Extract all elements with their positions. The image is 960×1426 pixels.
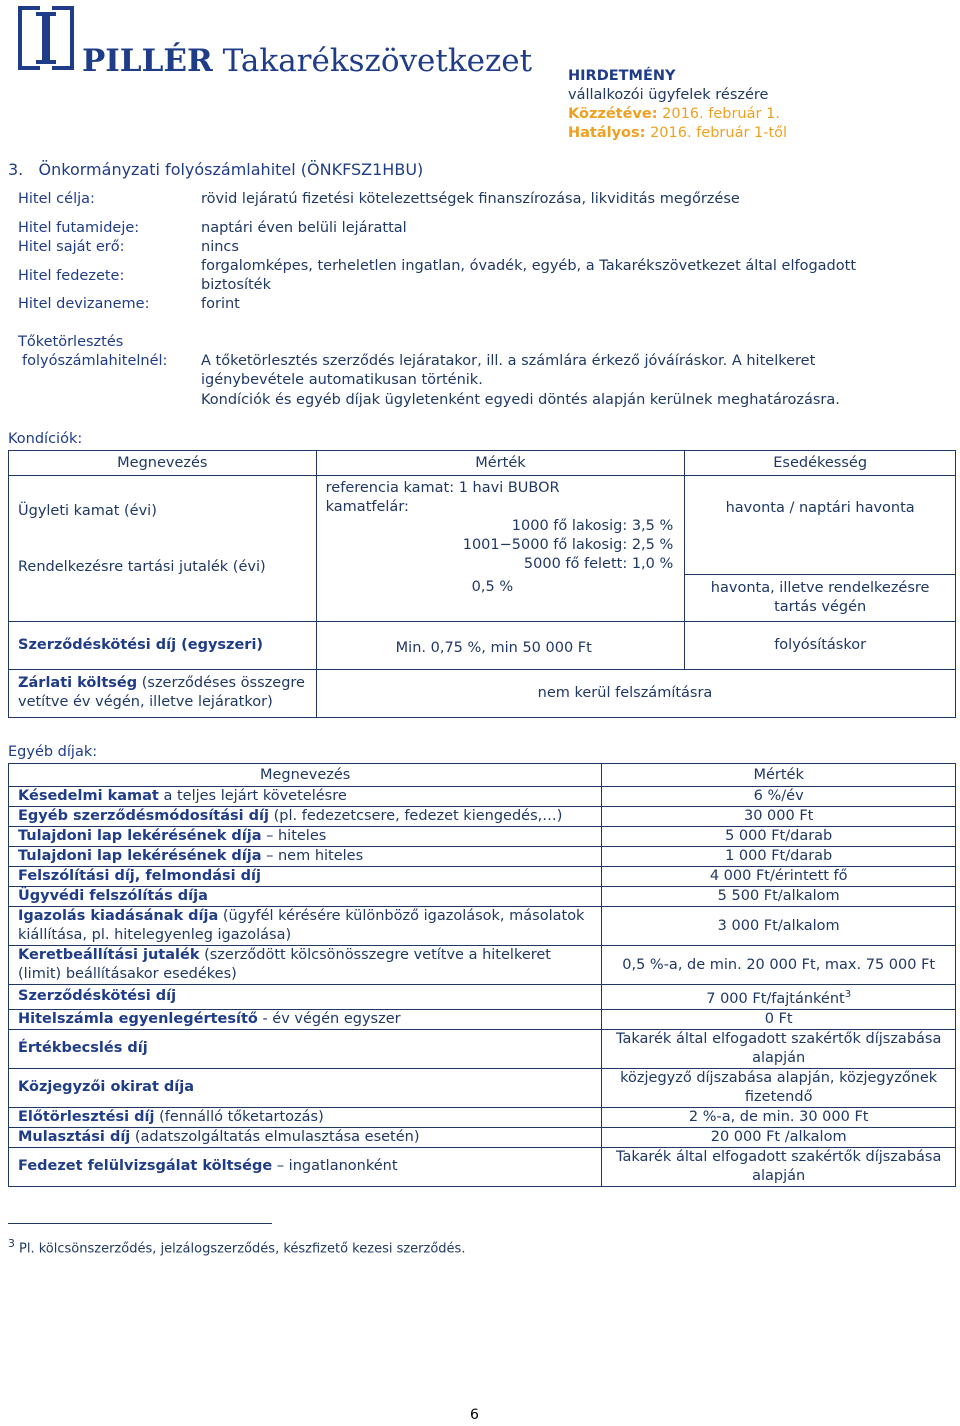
fee-name [9,985,602,1010]
fee-row [9,907,956,946]
fee-value [602,847,956,867]
fee-name-rest: a teljes lejárt követelésre [158,788,347,804]
fees-body [9,787,956,1187]
published-label: Közzétéve: [568,106,658,122]
fee-row [9,1029,956,1068]
closing-cost-measure: nem kerül felszámításra [316,669,955,717]
published-date: 2016. február 1. [662,106,780,122]
fee-name [9,847,602,867]
fee-value-text: Takarék által elfogadott szakértők díjszabása alapján [616,1030,942,1066]
col-name-header: Megnevezés [9,451,317,476]
fee-name-bold: Hitelszámla egyenlegértesítő [18,1010,258,1027]
fee-name [9,807,602,827]
fee-name-bold: Egyéb szerződésmódosítási díj [18,808,269,824]
fee-name-bold: Értékbecslés díj [18,1040,148,1057]
col-due-header: Esedékesség [685,451,956,476]
closing-cost-name [9,669,317,717]
fee-name [9,907,602,946]
col-measure-header: Mérték [316,451,685,476]
commit-name: Rendelkezésre tartási jutalék (évi) [18,559,266,575]
fee-value [602,985,956,1010]
currency-label: Hitel devizaneme: [18,296,150,312]
fees-header-row [9,764,956,787]
fee-row [9,1147,956,1186]
fee-value-text: 1 000 Ft/darab [725,848,833,864]
contract-fee-name: Szerződéskötési díj (egyszeri) [9,621,317,669]
fee-row [9,887,956,907]
interest-due: havonta / naptári havonta [685,476,956,575]
fee-value [602,946,956,985]
fee-value-text: 20 000 Ft /alkalom [710,1128,847,1145]
fee-value-text: 6 %/év [753,788,804,804]
fee-value-text: 5 000 Ft/darab [725,828,833,844]
fee-value-text: 0 Ft [764,1010,793,1027]
fee-row [9,1009,956,1029]
interest-margin-3: 5000 fő felett: 1,0 % [523,556,674,572]
fee-value [602,1107,956,1127]
repayment-label-line1: Tőketörlesztés [18,334,124,350]
fee-value-text: 7 000 Ft/fajtánként [706,990,845,1007]
fee-name-rest: (pl. fedezetcsere, fedezet kiengedés,…) [269,808,563,824]
notice-title: HIRDETMÉNY [568,68,676,84]
fee-name-rest: (fennálló tőketartozás) [154,1108,324,1125]
fee-name [9,787,602,807]
interest-margin-label: kamatfelár: [325,499,409,515]
fee-name [9,1107,602,1127]
fee-value-text: 3 000 Ft/alkalom [717,917,840,934]
purpose-label: Hitel célja: [18,191,95,207]
fee-value-text: 5 500 Ft/alkalom [717,888,840,904]
commit-measure: 0,5 % [316,574,685,621]
fee-value [602,787,956,807]
fee-value-text: 4 000 Ft/érintett fő [709,868,848,884]
section-title [8,160,423,179]
fee-value [602,1029,956,1068]
fee-name-rest: (szerződött kölcsönösszegre vetítve a hitelkeret (limit) beállításakor esedékes) [18,947,551,982]
fee-name-bold: Késedelmi kamat [18,788,159,804]
footnote-text: Pl. kölcsönszerződés, jelzálogszerződés, készfizető kezesi szerződés. [19,1241,466,1257]
fee-name-bold: Fedezet felülvizsgálat költsége [18,1158,273,1175]
fee-name [9,887,602,907]
closing-cost-row [9,669,956,717]
fee-name-bold: Közjegyzői okirat díja [18,1079,195,1096]
collateral-label: Hitel fedezete: [18,268,125,284]
fee-value [602,907,956,946]
conditions-table [8,450,956,718]
effective-label: Hatályos: [568,125,646,141]
fee-name-bold: Felszólítási díj, felmondási díj [18,868,261,884]
section-number: 3. [8,160,24,179]
repayment-label-line2: folyószámlahitelnél: [22,353,168,369]
fee-name [9,1009,602,1029]
fee-row [9,787,956,807]
currency-value: forint [201,296,240,312]
footnote-separator [8,1223,272,1224]
fees-col-measure: Mérték [602,764,956,787]
fee-name [9,946,602,985]
term-value: naptári éven belüli lejárattal [201,220,407,236]
closing-cost-rest: (szerződéses összegre [137,675,305,691]
brand-name-second: Takarékszövetkezet [222,43,533,79]
fees-col-name: Megnevezés [9,764,602,787]
closing-cost-bold: Zárlati költség [18,675,138,691]
section-name: Önkormányzati folyószámlahitel (ÖNKFSZ1HBU) [38,160,424,179]
commit-due-line1: havonta, illetve rendelkezésre [710,579,930,596]
fee-name-rest: – ingatlanonként [272,1158,398,1175]
interest-name-cell [9,476,317,622]
own-funds-label: Hitel saját erő: [18,239,125,255]
fee-value [602,807,956,827]
fee-name-bold: Tulajdoni lap lekérésének díja [18,848,262,864]
contract-fee-measure: Min. 0,75 %, min 50 000 Ft [316,621,685,669]
brand-name-first: PILLÉR [82,43,213,79]
fee-name-bold: Igazolás kiadásának díja [18,908,219,924]
notice-audience: vállalkozói ügyfelek részére [568,87,769,103]
fee-value-text: 2 %-a, de min. 30 000 Ft [688,1108,869,1125]
fee-name-rest: (adatszolgáltatás elmulasztása esetén) [130,1128,420,1145]
fee-row [9,807,956,827]
fee-row [9,946,956,985]
fee-row [9,985,956,1010]
conditions-heading: Kondíciók: [8,431,83,447]
brand-name [82,44,532,78]
fee-row [9,1068,956,1107]
contract-fee-due: folyósításkor [685,621,956,669]
interest-reference: referencia kamat: 1 havi BUBOR [325,480,560,496]
collateral-value-line2: biztosíték [201,277,271,293]
fee-value-text: 30 000 Ft [743,808,814,824]
fee-value-text: 0,5 %-a, de min. 20 000 Ft, max. 75 000 Ft [622,956,936,973]
fee-row [9,867,956,887]
contract-fee-row [9,621,956,669]
fee-row [9,847,956,867]
fee-name-bold: Szerződéskötési díj [18,988,177,1005]
fee-name-bold: Előtörlesztési díj [18,1108,155,1125]
fee-value [602,1147,956,1186]
fee-name [9,1029,602,1068]
commit-due-cell [685,574,956,621]
interest-name: Ügyleti kamat (évi) [18,503,157,519]
fee-name-rest: – nem hiteles [261,848,364,864]
fee-name-rest: - év végén egyszer [257,1010,401,1027]
fees-table [8,763,956,1187]
fee-value-text: közjegyző díjszabása alapján, közjegyzőnek fizetendő [620,1069,938,1105]
fee-name [9,1068,602,1107]
fee-footnote-mark: 3 [844,989,852,1000]
fee-name-rest: – hiteles [261,828,327,844]
fee-name-bold: Ügyvédi felszólítás díja [18,888,208,904]
brand-logo [18,6,533,79]
fee-value [602,867,956,887]
fee-value-text: Takarék által elfogadott szakértők díjszabása alapján [616,1148,942,1184]
notice-header [568,67,787,143]
interest-row [9,476,956,575]
fee-row [9,1107,956,1127]
fees-heading: Egyéb díjak: [8,744,98,760]
own-funds-value: nincs [201,239,239,255]
fee-name-rest: (ügyfél kérésére különböző igazolások, másolatok kiállítása, pl. hitelegyenleg igazolása) [18,908,585,943]
fee-name [9,1147,602,1186]
fee-value [602,1127,956,1147]
repayment-value-line2: igénybevétele automatikusan történik. [201,372,483,388]
term-label: Hitel futamideje: [18,220,140,236]
page-number: 6 [470,1407,479,1423]
fee-value [602,827,956,847]
repayment-value-line1: A tőketörlesztés szerződés lejáratakor, ill. a számlára érkező jóváíráskor. A hitelkeret [201,353,816,369]
fee-name [9,1127,602,1147]
interest-margin-2: 1001−5000 fő lakosig: 2,5 % [462,537,674,553]
fee-value [602,887,956,907]
fee-name-bold: Mulasztási díj [18,1128,131,1145]
fee-name-bold: Tulajdoni lap lekérésének díja [18,828,262,844]
footnote [8,1234,465,1258]
fee-row [9,1127,956,1147]
repayment-value-line3: Kondíciók és egyéb díjak ügyletenként egyedi döntés alapján kerülnek meghatározásra. [201,392,840,408]
fee-name [9,827,602,847]
closing-cost-rest-2: vetítve év végén, illetve lejáratkor) [18,694,273,710]
interest-margin-1: 1000 fő lakosig: 3,5 % [511,518,674,534]
commit-due-line2: tartás végén [774,598,867,615]
fee-name [9,867,602,887]
collateral-value-line1: forgalomképes, terheletlen ingatlan, óvadék, egyéb, a Takarékszövetkezet által elfogadott [201,258,857,274]
fee-row [9,827,956,847]
footnote-mark: 3 [8,1237,15,1250]
interest-measure-cell [316,476,685,575]
fee-value [602,1068,956,1107]
pillar-logo-icon [18,6,74,70]
effective-date: 2016. február 1-től [650,125,788,141]
fee-name-bold: Keretbeállítási jutalék [18,947,200,963]
fee-value [602,1009,956,1029]
purpose-value: rövid lejáratú fizetési kötelezettségek finanszírozása, likviditás megőrzése [201,191,740,207]
